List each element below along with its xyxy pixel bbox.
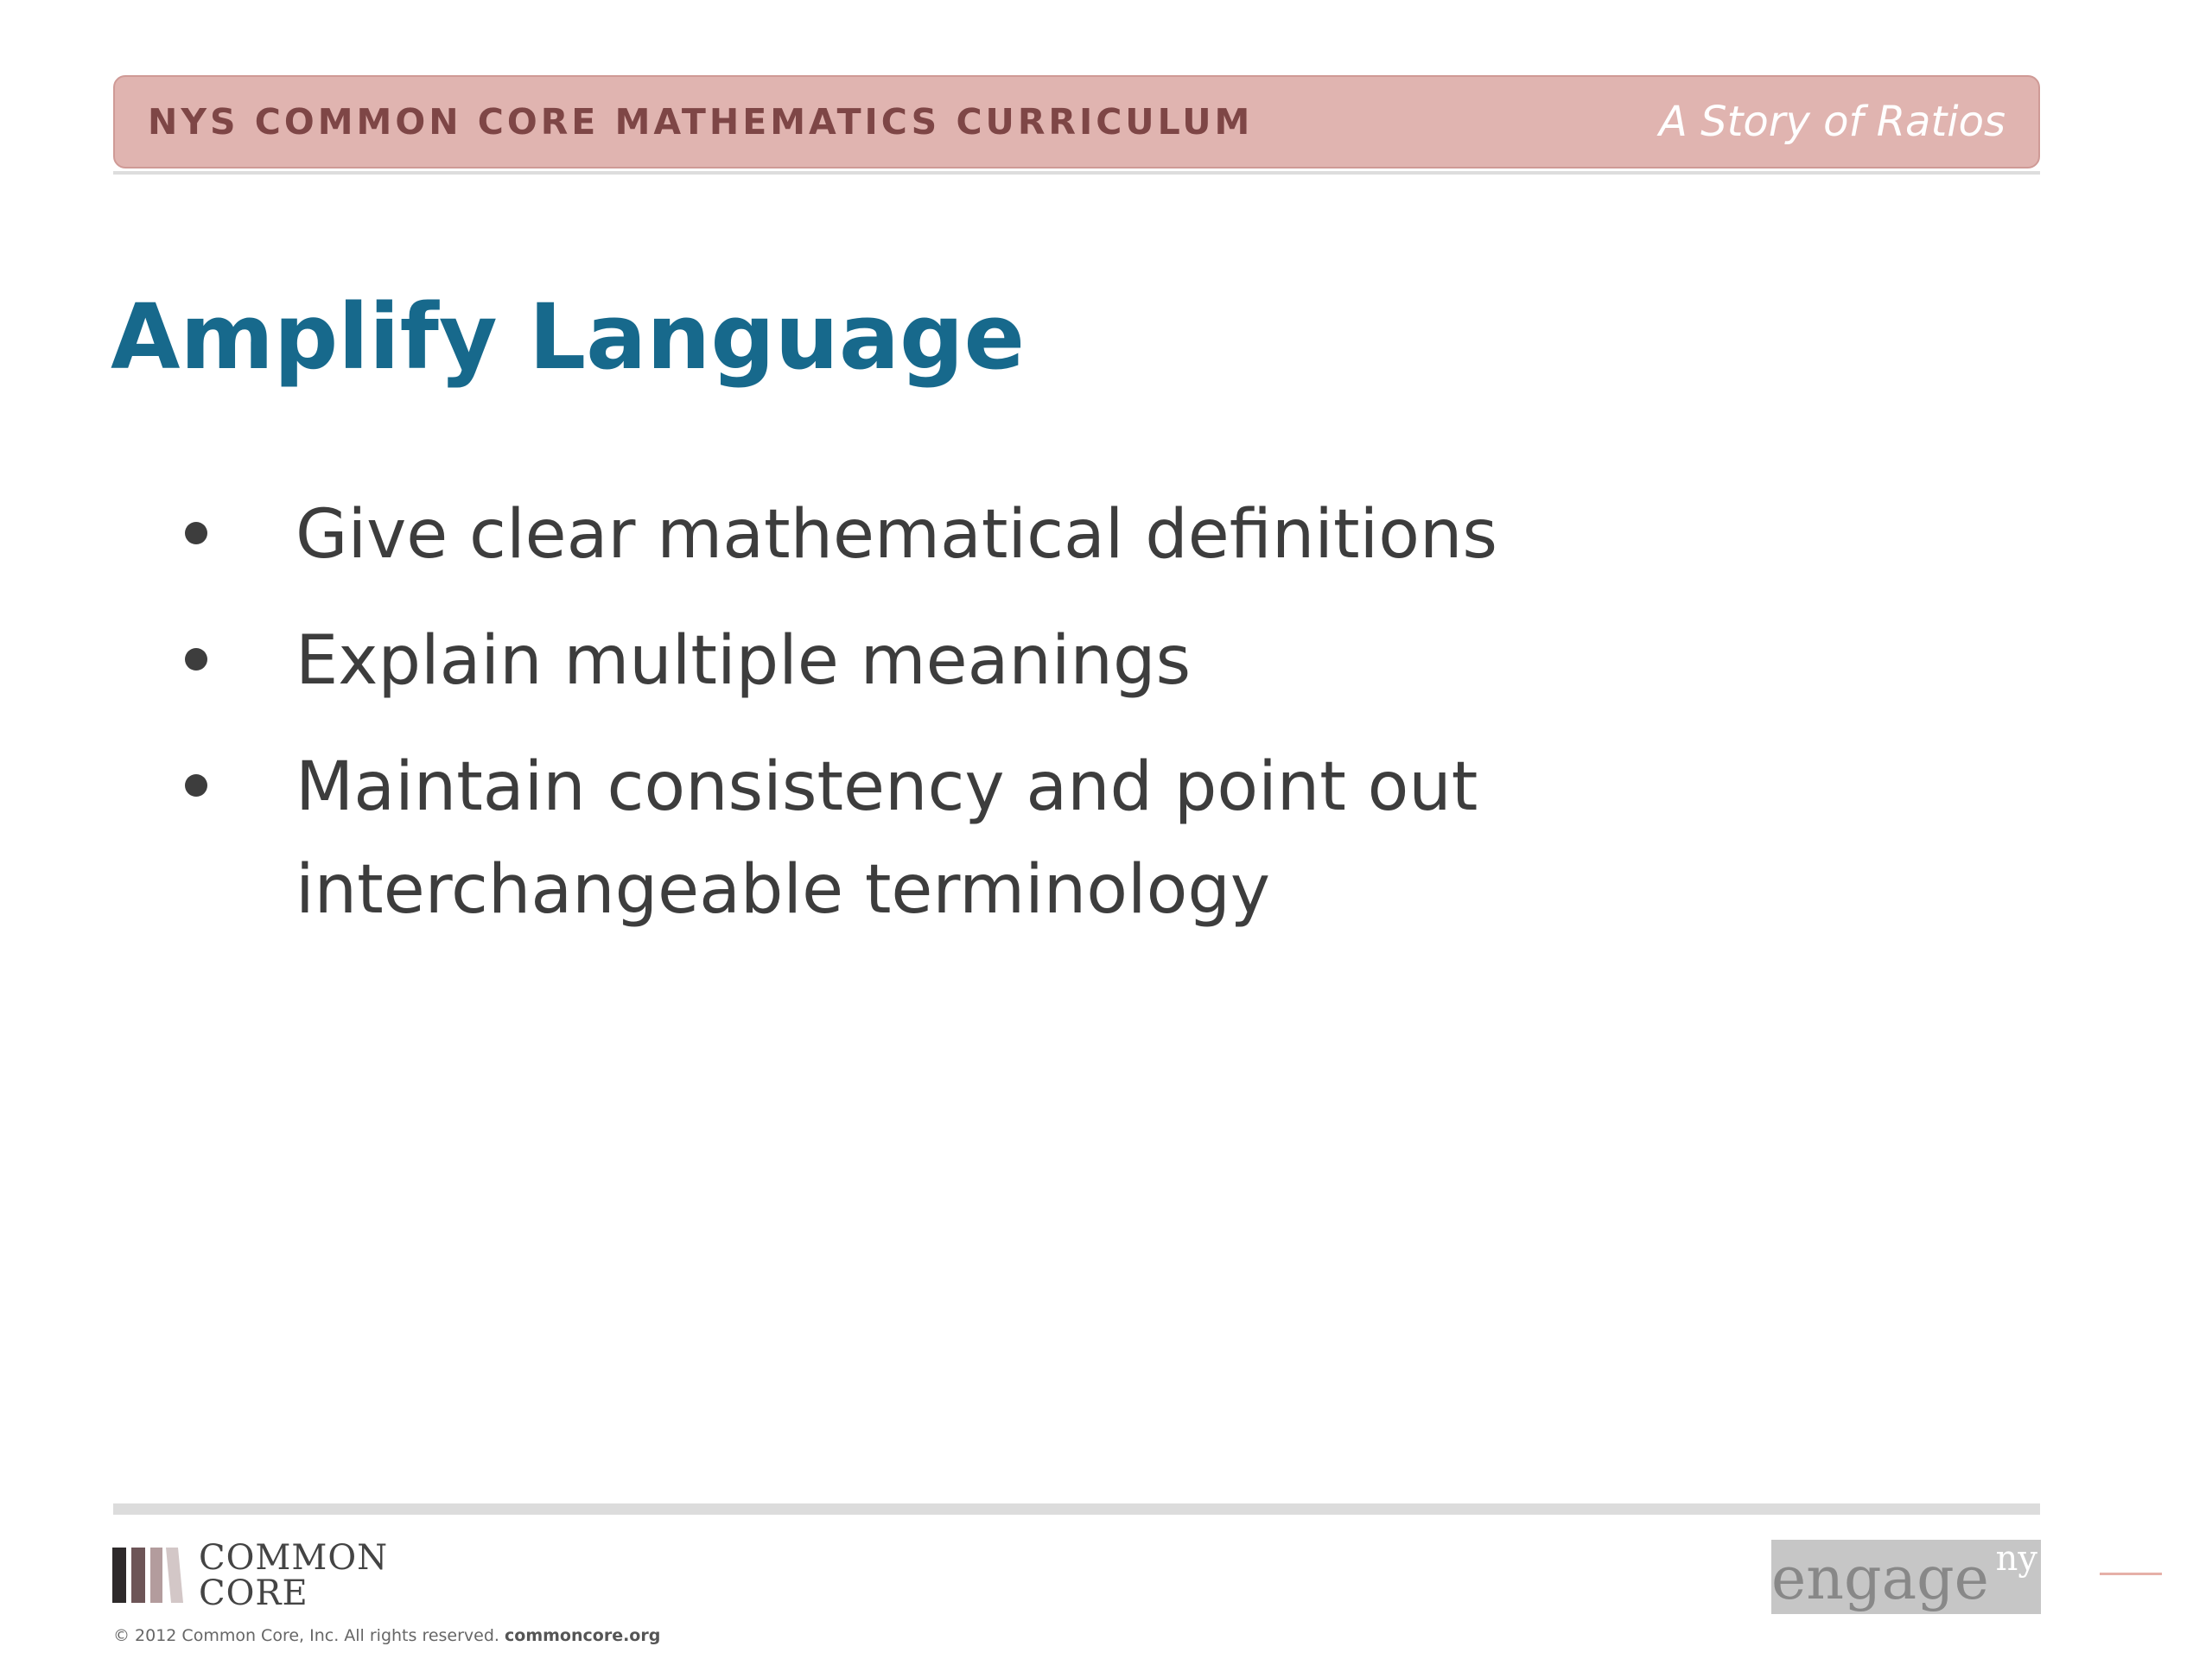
bullet-dot-icon [185,774,207,797]
list-item [181,610,1737,713]
list-item [181,736,1737,942]
engage-superscript: ny [1995,1539,2037,1579]
bullet-dot-icon [185,648,207,671]
curriculum-title: NYS COMMON CORE MATHEMATICS CURRICULUM [148,101,1254,143]
bullet-dot-icon [185,522,207,544]
logo-line-core: CORE [199,1573,308,1613]
copyright-notice [113,1624,660,1647]
bullet-text: Maintain consistency and point out interchangeable terminology [296,748,1478,929]
series-title: A Story of Ratios [1659,98,2005,146]
common-core-wordmark [199,1538,389,1613]
engage-ny-logo [1771,1540,2041,1614]
bullet-text: Explain multiple meanings [296,622,1192,700]
bullet-text: Give clear mathematical definitions [296,496,1498,574]
list-item [181,484,1737,587]
bullet-list [181,484,1737,965]
slide-title: Amplify Language [111,284,1025,390]
logo-line-common: COMMON [199,1538,389,1578]
common-core-bars-icon [112,1548,183,1603]
common-core-logo [112,1538,397,1613]
header-divider [113,171,2040,175]
engage-wordmark: engage [1771,1545,1989,1613]
header-banner [113,75,2040,168]
footer-divider [113,1503,2040,1515]
copyright-site-link[interactable]: commoncore.org [505,1626,661,1645]
copyright-text: © 2012 Common Core, Inc. All rights reserved. [113,1626,499,1645]
corner-dash-decoration [2100,1573,2162,1575]
